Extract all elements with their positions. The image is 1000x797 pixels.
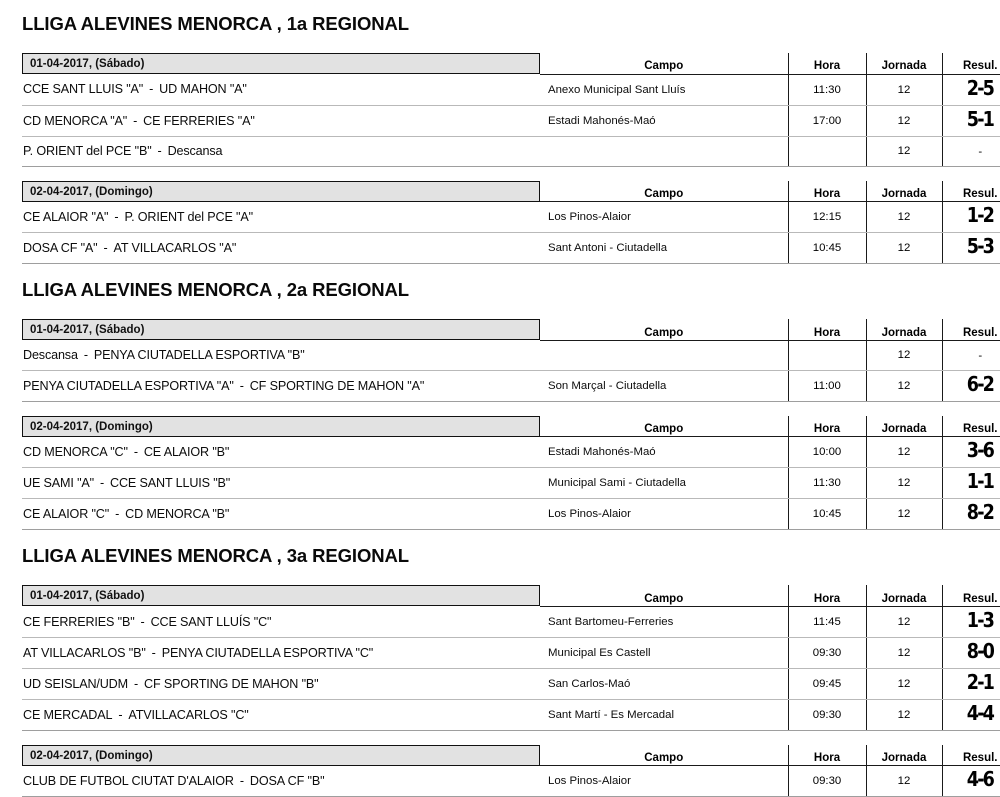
match-time: 11:30 bbox=[788, 74, 866, 105]
home-team: CE FERRERIES "B" bbox=[23, 614, 135, 629]
score-value: 2-5 bbox=[967, 75, 994, 100]
match-venue: Municipal Es Castell bbox=[540, 637, 788, 668]
away-team: CF SPORTING DE MAHON "B" bbox=[144, 676, 319, 691]
vs-dash: - bbox=[115, 507, 120, 522]
away-team: UD MAHON "A" bbox=[159, 82, 247, 97]
away-team: PENYA CIUTADELLA ESPORTIVA "B" bbox=[93, 348, 305, 362]
match-round: 12 bbox=[866, 668, 942, 699]
home-team: CLUB DE FUTBOL CIUTAT D'ALAIOR bbox=[23, 774, 234, 789]
match-time: 11:45 bbox=[788, 606, 866, 637]
jornada-column-header: Jornada bbox=[866, 53, 942, 74]
resul-column-header: Resul. bbox=[942, 53, 1000, 74]
match-row[interactable] bbox=[22, 105, 1000, 136]
hora-column-header: Hora bbox=[788, 319, 866, 340]
match-round: 12 bbox=[866, 699, 942, 730]
vs-dash: - bbox=[157, 144, 162, 159]
score-value: 1-1 bbox=[967, 469, 994, 494]
match-teams bbox=[22, 370, 540, 401]
jornada-column-header: Jornada bbox=[866, 181, 942, 202]
match-result bbox=[942, 699, 1000, 730]
match-teams bbox=[22, 699, 540, 730]
vs-dash: - bbox=[83, 348, 88, 362]
campo-column-header: Campo bbox=[540, 53, 788, 74]
league-title: LLIGA ALEVINES MENORCA , 2a REGIONAL bbox=[22, 279, 409, 301]
vs-dash: - bbox=[133, 445, 138, 459]
match-row[interactable] bbox=[22, 136, 1000, 166]
match-round: 12 bbox=[866, 606, 942, 637]
match-teams bbox=[22, 233, 540, 264]
date-label: 01-04-2017, (Sábado) bbox=[22, 585, 540, 606]
campo-column-header: Campo bbox=[540, 745, 788, 766]
score-value: 8-2 bbox=[967, 500, 994, 525]
match-teams bbox=[22, 136, 540, 166]
score-value: 1-3 bbox=[967, 607, 994, 632]
resul-column-header: Resul. bbox=[942, 745, 1000, 766]
match-row[interactable] bbox=[22, 202, 1000, 233]
match-round: 12 bbox=[866, 233, 942, 264]
match-result bbox=[942, 202, 1000, 233]
score-value: - bbox=[978, 350, 983, 363]
vs-dash: - bbox=[118, 707, 123, 722]
match-time: 09:30 bbox=[788, 766, 866, 797]
match-teams bbox=[22, 606, 540, 637]
match-teams bbox=[22, 468, 540, 499]
campo-column-header: Campo bbox=[540, 319, 788, 340]
home-team: UD SEISLAN/UDM bbox=[23, 676, 128, 691]
hora-column-header: Hora bbox=[788, 745, 866, 766]
match-teams bbox=[22, 499, 540, 530]
match-row[interactable] bbox=[22, 668, 1000, 699]
match-row[interactable] bbox=[22, 340, 1000, 370]
jornada-column-header: Jornada bbox=[866, 745, 942, 766]
match-round: 12 bbox=[866, 370, 942, 401]
match-row[interactable] bbox=[22, 499, 1000, 530]
match-row[interactable] bbox=[22, 606, 1000, 637]
match-round: 12 bbox=[866, 74, 942, 105]
home-team: CCE SANT LLUIS "A" bbox=[23, 82, 144, 97]
league-block bbox=[0, 8, 1000, 264]
away-team: CE ALAIOR "B" bbox=[143, 445, 230, 459]
score-value: 6-2 bbox=[967, 371, 994, 396]
match-result bbox=[942, 499, 1000, 530]
away-team: AT VILLACARLOS "A" bbox=[113, 241, 237, 256]
away-team: CD MENORCA "B" bbox=[125, 507, 230, 522]
vs-dash: - bbox=[103, 241, 108, 256]
match-venue bbox=[540, 340, 788, 370]
day-results-table bbox=[22, 416, 1000, 531]
match-result bbox=[942, 74, 1000, 105]
match-row[interactable] bbox=[22, 637, 1000, 668]
match-result bbox=[942, 233, 1000, 264]
away-team: CE FERRERIES "A" bbox=[143, 113, 255, 128]
match-time: 09:30 bbox=[788, 699, 866, 730]
away-team: DOSA CF "B" bbox=[249, 774, 325, 789]
table-header-row bbox=[22, 416, 1000, 437]
match-venue: Sant Martí - Es Mercadal bbox=[540, 699, 788, 730]
home-team: CE MERCADAL bbox=[23, 707, 113, 722]
score-value: 5-1 bbox=[967, 106, 994, 131]
home-team: Descansa bbox=[23, 348, 78, 362]
match-teams bbox=[22, 668, 540, 699]
match-result bbox=[942, 668, 1000, 699]
vs-dash: - bbox=[239, 774, 244, 789]
match-row[interactable] bbox=[22, 370, 1000, 401]
match-round: 12 bbox=[866, 468, 942, 499]
match-result bbox=[942, 468, 1000, 499]
away-team: ATVILLACARLOS "C" bbox=[128, 707, 249, 722]
match-venue: Los Pinos-Alaior bbox=[540, 499, 788, 530]
match-venue bbox=[540, 136, 788, 166]
match-round: 12 bbox=[866, 105, 942, 136]
home-team: UE SAMI "A" bbox=[23, 476, 94, 491]
score-value: 3-6 bbox=[967, 438, 994, 463]
match-venue: Municipal Sami - Ciutadella bbox=[540, 468, 788, 499]
resul-column-header: Resul. bbox=[942, 181, 1000, 202]
match-time: 11:00 bbox=[788, 370, 866, 401]
hora-column-header: Hora bbox=[788, 181, 866, 202]
match-result bbox=[942, 105, 1000, 136]
home-team: CE ALAIOR "C" bbox=[23, 507, 110, 522]
match-time: 17:00 bbox=[788, 105, 866, 136]
campo-column-header: Campo bbox=[540, 181, 788, 202]
date-label: 01-04-2017, (Sábado) bbox=[22, 53, 540, 74]
vs-dash: - bbox=[114, 209, 119, 224]
match-result bbox=[942, 370, 1000, 401]
match-result bbox=[942, 766, 1000, 797]
home-team: PENYA CIUTADELLA ESPORTIVA "A" bbox=[23, 378, 234, 393]
hora-column-header: Hora bbox=[788, 416, 866, 437]
home-team: P. ORIENT del PCE "B" bbox=[23, 144, 152, 159]
match-time: 10:45 bbox=[788, 499, 866, 530]
date-label: 02-04-2017, (Domingo) bbox=[22, 416, 540, 437]
jornada-column-header: Jornada bbox=[866, 585, 942, 606]
match-row[interactable] bbox=[22, 699, 1000, 730]
match-venue: Sant Bartomeu-Ferreries bbox=[540, 606, 788, 637]
hora-column-header: Hora bbox=[788, 53, 866, 74]
away-team: CCE SANT LLUÍS "C" bbox=[150, 614, 272, 629]
away-team: PENYA CIUTADELLA ESPORTIVA "C" bbox=[161, 645, 374, 660]
date-label: 02-04-2017, (Domingo) bbox=[22, 745, 540, 766]
vs-dash: - bbox=[140, 614, 145, 629]
match-teams bbox=[22, 202, 540, 233]
league-block bbox=[0, 274, 1000, 530]
vs-dash: - bbox=[133, 113, 138, 128]
match-result bbox=[942, 637, 1000, 668]
day-results-table bbox=[22, 585, 1000, 731]
match-venue: Anexo Municipal Sant Lluís bbox=[540, 74, 788, 105]
table-header-row bbox=[22, 585, 1000, 606]
date-header-cell bbox=[22, 416, 540, 437]
match-venue: Los Pinos-Alaior bbox=[540, 202, 788, 233]
vs-dash: - bbox=[99, 476, 105, 491]
match-round: 12 bbox=[866, 437, 942, 468]
table-header-row bbox=[22, 181, 1000, 202]
home-team: CE ALAIOR "A" bbox=[23, 209, 109, 224]
campo-column-header: Campo bbox=[540, 416, 788, 437]
match-time: 09:30 bbox=[788, 637, 866, 668]
date-header-cell bbox=[22, 745, 540, 766]
jornada-column-header: Jornada bbox=[866, 319, 942, 340]
date-label: 02-04-2017, (Domingo) bbox=[22, 181, 540, 202]
match-time: 10:00 bbox=[788, 437, 866, 468]
score-value: 4-4 bbox=[967, 700, 994, 725]
match-venue: Son Marçal - Ciutadella bbox=[540, 370, 788, 401]
match-time: 12:15 bbox=[788, 202, 866, 233]
match-time: 09:45 bbox=[788, 668, 866, 699]
match-result bbox=[942, 340, 1000, 370]
match-round: 12 bbox=[866, 499, 942, 530]
score-value: 8-0 bbox=[967, 638, 994, 663]
match-teams bbox=[22, 637, 540, 668]
home-team: AT VILLACARLOS "B" bbox=[23, 645, 146, 660]
vs-dash: - bbox=[151, 645, 156, 660]
day-results-table bbox=[22, 319, 1000, 402]
match-time bbox=[788, 340, 866, 370]
vs-dash: - bbox=[239, 378, 244, 393]
home-team: CD MENORCA "C" bbox=[23, 445, 128, 459]
match-round: 12 bbox=[866, 340, 942, 370]
date-header-cell bbox=[22, 53, 540, 74]
match-round: 12 bbox=[866, 202, 942, 233]
away-team: CF SPORTING DE MAHON "A" bbox=[249, 378, 425, 393]
match-time: 11:30 bbox=[788, 468, 866, 499]
match-venue: Estadi Mahonés-Maó bbox=[540, 105, 788, 136]
match-row[interactable] bbox=[22, 437, 1000, 468]
match-time: 10:45 bbox=[788, 233, 866, 264]
day-results-table bbox=[22, 745, 1000, 797]
match-row[interactable] bbox=[22, 74, 1000, 105]
date-label: 01-04-2017, (Sábado) bbox=[22, 319, 540, 340]
league-title: LLIGA ALEVINES MENORCA , 1a REGIONAL bbox=[22, 13, 409, 34]
match-row[interactable] bbox=[22, 233, 1000, 264]
match-teams bbox=[22, 105, 540, 136]
league-title: LLIGA ALEVINES MENORCA , 3a REGIONAL bbox=[22, 545, 409, 567]
match-teams bbox=[22, 340, 540, 370]
resul-column-header: Resul. bbox=[942, 585, 1000, 606]
vs-dash: - bbox=[133, 676, 139, 691]
day-results-table bbox=[22, 181, 1000, 265]
away-team: CCE SANT LLUIS "B" bbox=[110, 476, 231, 491]
resul-column-header: Resul. bbox=[942, 319, 1000, 340]
day-results-table bbox=[22, 53, 1000, 167]
match-venue: Los Pinos-Alaior bbox=[540, 766, 788, 797]
jornada-column-header: Jornada bbox=[866, 416, 942, 437]
date-header-cell bbox=[22, 181, 540, 202]
match-row[interactable] bbox=[22, 468, 1000, 499]
match-venue: Estadi Mahonés-Maó bbox=[540, 437, 788, 468]
score-value: 5-3 bbox=[967, 234, 994, 259]
campo-column-header: Campo bbox=[540, 585, 788, 606]
match-result bbox=[942, 136, 1000, 166]
score-value: 4-6 bbox=[967, 767, 994, 792]
resul-column-header: Resul. bbox=[942, 416, 1000, 437]
match-round: 12 bbox=[866, 136, 942, 166]
match-time bbox=[788, 136, 866, 166]
match-result bbox=[942, 437, 1000, 468]
away-team: Descansa bbox=[167, 144, 223, 159]
table-header-row bbox=[22, 319, 1000, 340]
match-venue: Sant Antoni - Ciutadella bbox=[540, 233, 788, 264]
away-team: P. ORIENT del PCE "A" bbox=[124, 209, 253, 224]
home-team: CD MENORCA "A" bbox=[23, 113, 128, 128]
table-header-row bbox=[22, 53, 1000, 74]
match-result bbox=[942, 606, 1000, 637]
hora-column-header: Hora bbox=[788, 585, 866, 606]
score-value: 2-1 bbox=[967, 669, 994, 694]
match-round: 12 bbox=[866, 637, 942, 668]
match-teams bbox=[22, 766, 540, 797]
date-header-cell bbox=[22, 585, 540, 606]
match-round: 12 bbox=[866, 766, 942, 797]
league-block bbox=[0, 540, 1000, 797]
match-venue: San Carlos-Maó bbox=[540, 668, 788, 699]
home-team: DOSA CF "A" bbox=[23, 241, 98, 256]
match-teams bbox=[22, 74, 540, 105]
match-row[interactable] bbox=[22, 766, 1000, 797]
score-value: 1-2 bbox=[967, 203, 994, 228]
match-teams bbox=[22, 437, 540, 468]
table-header-row bbox=[22, 745, 1000, 766]
score-value: - bbox=[978, 146, 983, 159]
vs-dash: - bbox=[149, 82, 154, 97]
date-header-cell bbox=[22, 319, 540, 340]
